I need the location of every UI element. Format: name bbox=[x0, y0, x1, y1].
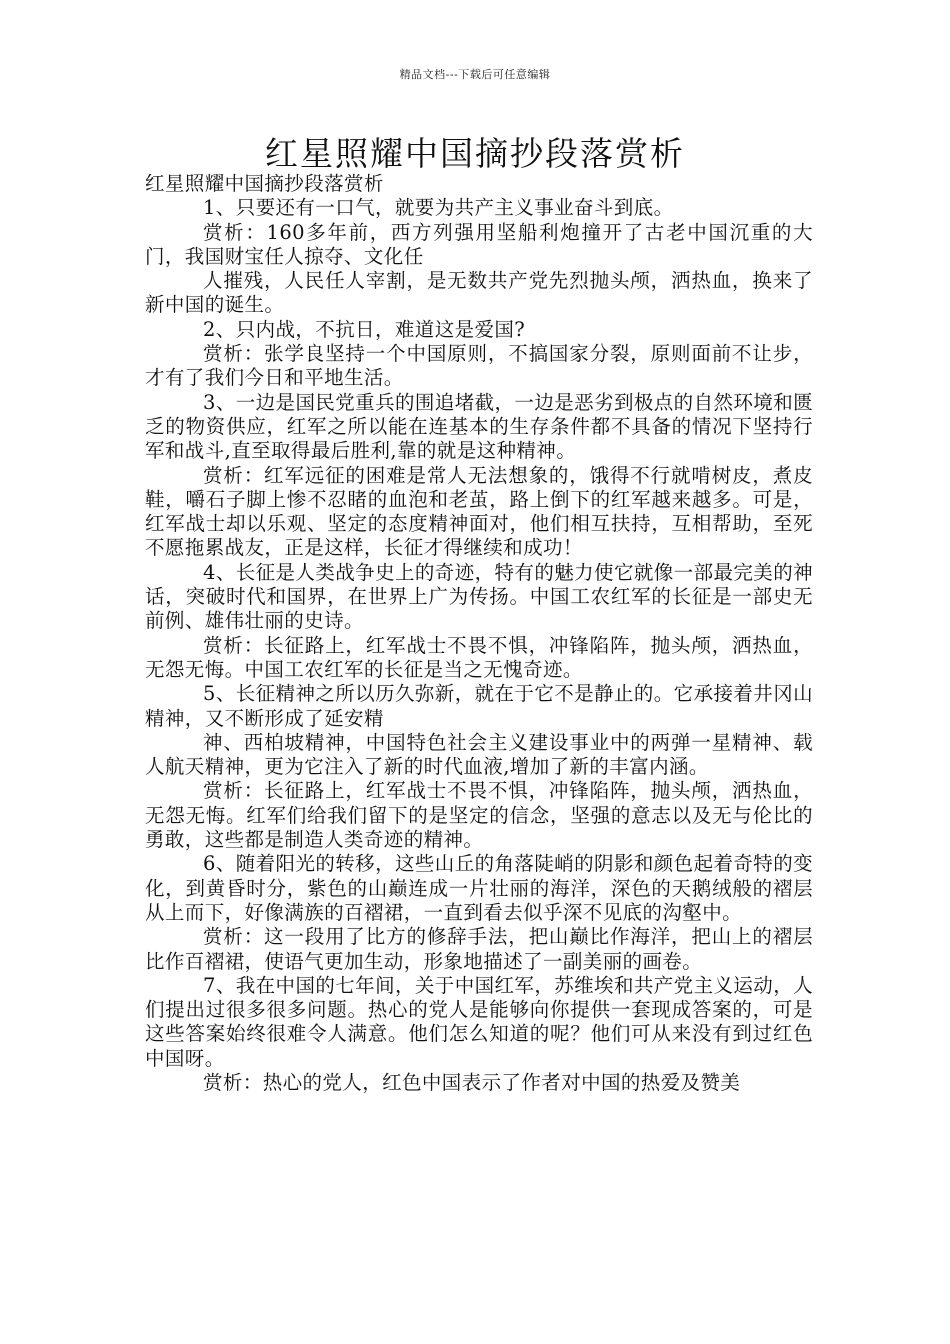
paragraph: 赏析：热心的党人，红色中国表示了作者对中国的热爱及赞美 bbox=[203, 1070, 741, 1094]
paragraph: 4、长征是人类战争史上的奇迹，特有的魅力使它就像一部最完美的神话，突破时代和国界，在世界上广为传扬。中国工农红军的长征是一部史无前例、雄伟壮丽的史诗。 bbox=[145, 560, 813, 633]
paragraph: 赏析：长征路上，红军战士不畏不惧，冲锋陷阵，抛头颅，洒热血，无怨无悔。红军们给我们留下的是坚定的信念，坚强的意志以及无与伦比的勇敢，这些都是制造人类奇迹的精神。 bbox=[145, 779, 813, 852]
document-body bbox=[145, 172, 813, 1095]
paragraph: 6、随着阳光的转移，这些山丘的角落陡峭的阴影和颜色起着奇特的变化，到黄昏时分，紫色的山巅连成一片壮丽的海洋，深色的天鹅绒般的褶层从上而下，好像满族的百褶裙，一直到看去似乎深不见底的沟壑中。 bbox=[145, 852, 813, 924]
document-title: 红星照耀中国摘抄段落赏析 bbox=[265, 134, 685, 173]
paragraph: 赏析：长征路上，红军战士不畏不惧，冲锋陷阵，抛头颅，洒热血，无怨无悔。中国工农红军的长征是当之无愧奇迹。 bbox=[145, 633, 813, 681]
paragraph: 人摧残，人民任人宰割，是无数共产党先烈抛头颅，洒热血，换来了新中国的诞生。 bbox=[145, 269, 813, 317]
paragraph: 3、一边是国民党重兵的围追堵截，一边是恶劣到极点的自然环境和匮乏的物资供应，红军之所以能在连基本的生存条件都不具备的情况下坚持行军和战斗,直至取得最后胜利,靠的就是这种精神。 bbox=[145, 390, 813, 463]
paragraph: 神、西柏坡精神，中国特色社会主义建设事业中的两弹一星精神、载人航天精神，更为它注入了新的时代血液,增加了新的丰富内涵。 bbox=[145, 730, 813, 779]
paragraph: 赏析：160多年前，西方列强用坚船利炮撞开了古老中国沉重的大门，我国财宝任人掠夺、文化任 bbox=[145, 220, 813, 268]
paragraph: 2、只内战，不抗日，难道这是爱国? bbox=[203, 317, 526, 341]
subtitle-line: 红星照耀中国摘抄段落赏析 bbox=[145, 172, 384, 195]
header-note: 精品文档---下载后可任意编辑 bbox=[399, 68, 551, 81]
paragraph: 赏析：张学良坚持一个中国原则，不搞国家分裂，原则面前不让步，才有了我们今日和平地生活。 bbox=[145, 342, 813, 390]
paragraph: 赏析：红军远征的困难是常人无法想象的，饿得不行就啃树皮，煮皮鞋，嚼石子脚上惨不忍睹的血泡和老茧，路上倒下的红军越来越多。可是，红军战士却以乐观、坚定的态度精神面对，他们相互扶持，互相帮助，至死不愿拖累战友，正是这样，长征才得继续和成功！ bbox=[145, 463, 813, 560]
paragraph: 7、我在中国的七年间，关于中国红军，苏维埃和共产党主义运动，人们提出过很多很多问题。热心的党人是能够向你提供一套现成答案的，可是这些答案始终很难令人满意。他们怎么知道的呢？他们可从来没有到过红色中国呀。 bbox=[145, 973, 813, 1070]
paragraph: 赏析：这一段用了比方的修辞手法，把山巅比作海洋，把山上的褶层比作百褶裙，使语气更加生动，形象地描述了一副美丽的画卷。 bbox=[145, 925, 813, 973]
paragraph: 5、长征精神之所以历久弥新，就在于它不是静止的。它承接着井冈山精神，又不断形成了延安精 bbox=[145, 682, 813, 730]
paragraph: 1、只要还有一口气，就要为共产主义事业奋斗到底。 bbox=[203, 196, 674, 220]
